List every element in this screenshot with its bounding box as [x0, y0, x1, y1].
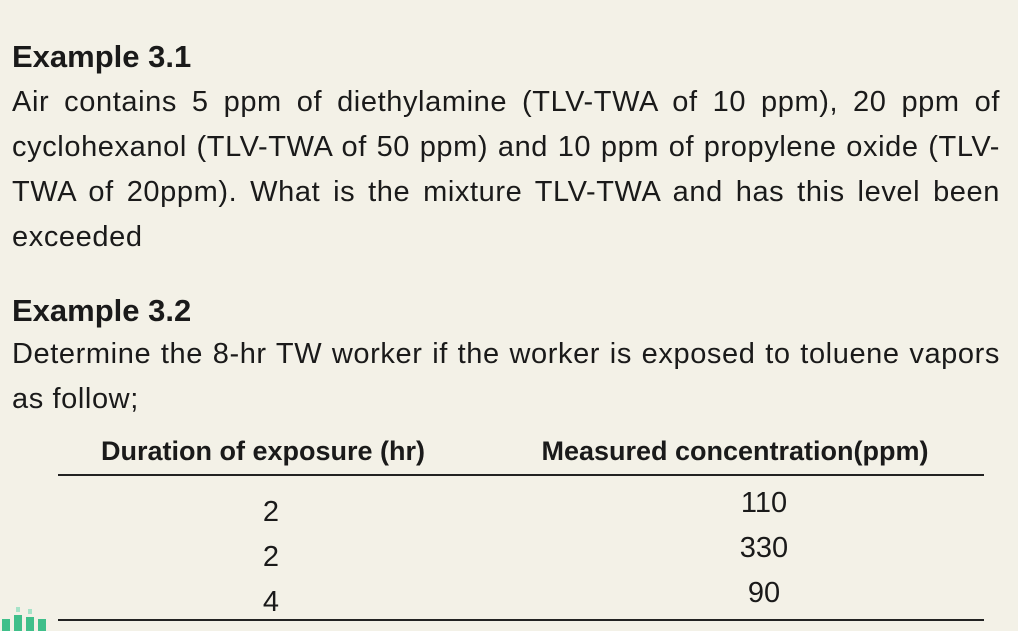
example-3-1-title: Example 3.1 [12, 39, 192, 74]
header-concentration: Measured concentration(ppm) [541, 435, 929, 466]
concentration-cell: 330 [739, 532, 789, 564]
table-header [58, 432, 984, 476]
example-3-1-text: Air contains 5 ppm of diethylamine (TLV-TWA of 10 ppm), 20 ppm of cyclohexanol (TLV-TWA of 50 ppm) and 10 ppm of propylene oxide (TLV-TWA of 20ppm). What is the mixture TLV-TWA and has this level been exceeded [12, 86, 1000, 253]
duration-cell: 2 [262, 496, 280, 528]
example-3-2-title: Example 3.2 [12, 293, 192, 328]
table-row [58, 529, 984, 574]
example-3-2-text: Determine the 8-hr TW worker if the worker is exposed to toluene vapors as follow; [12, 338, 1000, 415]
exposure-table [58, 432, 984, 621]
table-row [58, 574, 984, 619]
duration-cell: 4 [262, 586, 280, 618]
example-3-2 [12, 292, 1000, 422]
header-duration: Duration of exposure (hr) [100, 435, 425, 466]
table-body [58, 476, 984, 621]
duration-cell: 2 [262, 541, 280, 573]
green-bar-graphic-icon [0, 601, 52, 631]
table-row [58, 484, 984, 529]
concentration-cell: 90 [747, 577, 781, 609]
example-3-1 [12, 38, 1000, 260]
concentration-cell: 110 [740, 487, 788, 519]
